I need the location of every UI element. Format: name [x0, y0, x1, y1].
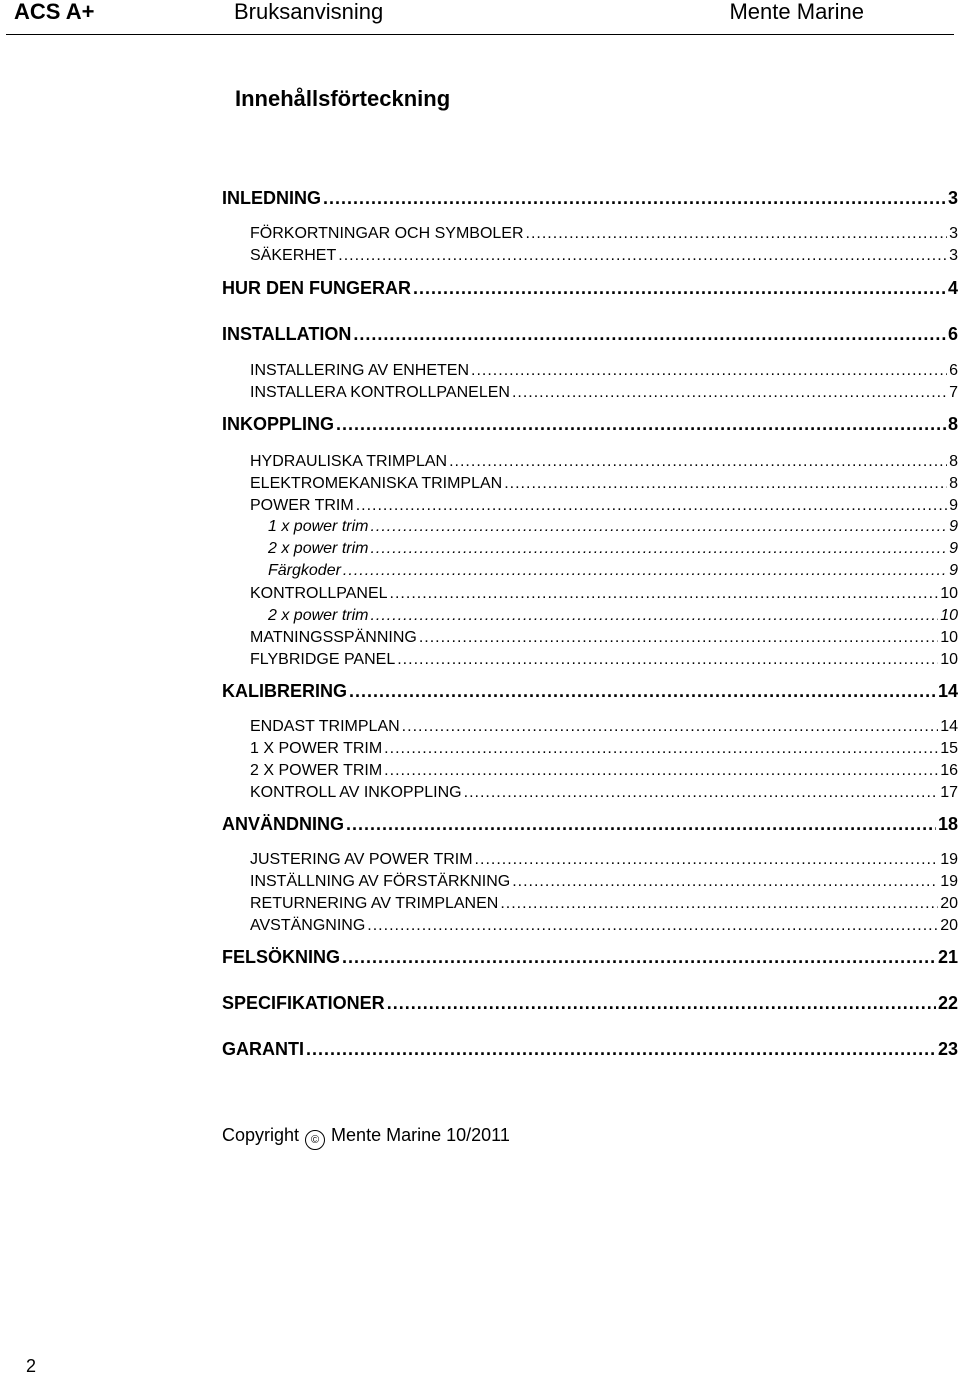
- toc-entry-title: KONTROLL AV INKOPPLING: [250, 784, 462, 801]
- toc-entry-title: FELSÖKNING: [222, 947, 341, 967]
- toc-entry[interactable]: [222, 946, 958, 968]
- toc-entry-page: 10: [940, 629, 958, 646]
- toc-entry[interactable]: [222, 1038, 958, 1060]
- toc-entry-title: RETURNERING AV TRIMPLANEN: [250, 895, 499, 912]
- toc-entry-title: 1 X POWER TRIM: [250, 740, 383, 757]
- toc-entry[interactable]: [250, 628, 958, 648]
- toc-entry-title: POWER TRIM: [250, 497, 354, 514]
- toc-entry-page: 3: [947, 188, 958, 208]
- toc-entry[interactable]: [250, 224, 958, 244]
- toc-entry[interactable]: [250, 894, 958, 914]
- page-header: [0, 0, 960, 36]
- dot-leader: [475, 850, 939, 870]
- dot-leader: [306, 1038, 936, 1060]
- toc-entry-title: AVSTÄNGNING: [250, 917, 366, 934]
- toc-entry-title: 2 X POWER TRIM: [250, 762, 383, 779]
- toc-entry-title: INLEDNING: [222, 188, 321, 208]
- dot-leader: [419, 628, 938, 648]
- toc-entry-page: 7: [949, 384, 958, 401]
- toc-title: Innehållsförteckning: [235, 86, 451, 111]
- dot-leader: [387, 992, 936, 1014]
- toc-entry-title: KALIBRERING: [222, 681, 347, 701]
- toc-entry-title: MATNINGSSPÄNNING: [250, 629, 417, 646]
- toc-entry-page: 20: [940, 895, 958, 912]
- toc-entry-title: 2 x power trim: [268, 607, 369, 624]
- company-name: Mente Marine: [729, 0, 864, 24]
- toc-entry-title: KONTROLLPANEL: [250, 585, 388, 602]
- toc-entry-page: 9: [949, 540, 958, 557]
- toc-entry[interactable]: [250, 916, 958, 936]
- toc-entry-page: 8: [949, 453, 958, 470]
- dot-leader: [367, 916, 938, 936]
- toc-entry-page: 4: [947, 278, 958, 298]
- dot-leader: [370, 606, 938, 626]
- toc-entry-title: SÄKERHET: [250, 247, 337, 264]
- toc-entry-title: ELEKTROMEKANISKA TRIMPLAN: [250, 475, 503, 492]
- dot-leader: [504, 474, 947, 494]
- toc-entry[interactable]: [250, 783, 958, 803]
- dot-leader: [397, 650, 938, 670]
- toc-entry-page: 15: [940, 740, 958, 757]
- dot-leader: [370, 517, 947, 537]
- toc-entry-page: 3: [949, 225, 958, 242]
- toc-entry-title: Färgkoder: [268, 562, 341, 579]
- dot-leader: [346, 813, 936, 835]
- toc-entry[interactable]: [250, 383, 958, 403]
- toc-entry[interactable]: [268, 517, 958, 537]
- toc-entry[interactable]: [250, 850, 958, 870]
- toc-entry-page: 8: [947, 414, 958, 434]
- toc-entry-title: HYDRAULISKA TRIMPLAN: [250, 453, 448, 470]
- dot-leader: [500, 894, 938, 914]
- dot-leader: [356, 496, 947, 516]
- toc-entry-title: 1 x power trim: [268, 518, 369, 535]
- toc-entry-title: SPECIFIKATIONER: [222, 993, 385, 1013]
- toc-entry[interactable]: [250, 584, 958, 604]
- toc-entry-title: INSTALLERING AV ENHETEN: [250, 362, 470, 379]
- toc-entry-page: 19: [940, 851, 958, 868]
- toc-entry-page: 14: [937, 681, 958, 701]
- toc-entry-title: ANVÄNDNING: [222, 814, 345, 834]
- toc-entry-page: 18: [937, 814, 958, 834]
- toc-entry-title: JUSTERING AV POWER TRIM: [250, 851, 473, 868]
- toc-entry-page: 9: [949, 518, 958, 535]
- toc-entry-page: 10: [940, 651, 958, 668]
- dot-leader: [336, 413, 946, 435]
- dot-leader: [342, 946, 936, 968]
- copyright-text: Mente Marine 10/2011: [331, 1125, 510, 1145]
- dot-leader: [449, 452, 947, 472]
- dot-leader: [384, 739, 938, 759]
- dot-leader: [349, 680, 936, 702]
- toc-entry[interactable]: [222, 277, 958, 299]
- toc-entry-page: 14: [940, 718, 958, 735]
- toc-entry[interactable]: [250, 650, 958, 670]
- toc-entry-title: ENDAST TRIMPLAN: [250, 718, 400, 735]
- document-type: Bruksanvisning: [234, 0, 384, 24]
- dot-leader: [526, 224, 948, 244]
- toc-entry[interactable]: [222, 813, 958, 835]
- copyright-icon: ©: [305, 1130, 325, 1150]
- dot-leader: [390, 584, 939, 604]
- toc-entry-title: GARANTI: [222, 1039, 304, 1059]
- toc-entry[interactable]: [222, 187, 958, 209]
- toc-entry[interactable]: [268, 606, 958, 626]
- dot-leader: [402, 717, 939, 737]
- toc-entry[interactable]: [250, 361, 958, 381]
- copyright-prefix: Copyright: [222, 1125, 300, 1145]
- toc-entry[interactable]: [268, 561, 958, 581]
- toc-entry[interactable]: [250, 246, 958, 266]
- toc-entry[interactable]: [250, 872, 958, 892]
- dot-leader: [512, 872, 938, 892]
- toc-entry-page: 3: [949, 247, 958, 264]
- toc-entry-title: INSTÄLLNING AV FÖRSTÄRKNING: [250, 873, 511, 890]
- header-divider: [6, 34, 954, 35]
- toc-entry-page: 23: [937, 1039, 958, 1059]
- dot-leader: [370, 539, 947, 559]
- toc-entry-page: 19: [940, 873, 958, 890]
- toc-entry[interactable]: [268, 539, 958, 559]
- dot-leader: [384, 761, 938, 781]
- toc-entry-page: 6: [947, 324, 958, 344]
- dot-leader: [471, 361, 947, 381]
- dot-leader: [343, 561, 947, 581]
- toc-entry[interactable]: [250, 761, 958, 781]
- toc-entry-title: FLYBRIDGE PANEL: [250, 651, 396, 668]
- toc-entry[interactable]: [250, 717, 958, 737]
- dot-leader: [353, 323, 946, 345]
- toc-entry-page: 20: [940, 917, 958, 934]
- toc-entry[interactable]: [222, 413, 958, 435]
- toc-entry-title: INSTALLERA KONTROLLPANELEN: [250, 384, 510, 401]
- dot-leader: [464, 783, 939, 803]
- toc-entry-page: 22: [937, 993, 958, 1013]
- dot-leader: [323, 187, 946, 209]
- toc-entry-title: INKOPPLING: [222, 414, 335, 434]
- toc-entry[interactable]: [250, 496, 958, 516]
- dot-leader: [338, 246, 947, 266]
- page-number: 2: [26, 1356, 37, 1376]
- toc-entry-page: 8: [949, 475, 958, 492]
- toc-entry-page: 10: [940, 585, 958, 602]
- toc-entry-page: 9: [949, 497, 958, 514]
- toc-entry[interactable]: [250, 452, 958, 472]
- toc-entry-page: 17: [940, 784, 958, 801]
- product-name: ACS A+: [14, 0, 95, 24]
- toc-entry-page: 10: [940, 607, 958, 624]
- toc-entry-page: 16: [940, 762, 958, 779]
- toc-entry-title: INSTALLATION: [222, 324, 352, 344]
- toc-entry-page: 9: [949, 562, 958, 579]
- copyright-notice: [222, 1124, 510, 1150]
- dot-leader: [413, 277, 946, 299]
- toc-entry[interactable]: [250, 474, 958, 494]
- toc-entry-title: FÖRKORTNINGAR OCH SYMBOLER: [250, 225, 524, 242]
- toc-entry[interactable]: [222, 323, 958, 345]
- toc-entry-title: HUR DEN FUNGERAR: [222, 278, 411, 298]
- toc-entry-page: 21: [937, 947, 958, 967]
- toc-entry[interactable]: [222, 992, 958, 1014]
- dot-leader: [512, 383, 947, 403]
- toc-entry-title: 2 x power trim: [268, 540, 369, 557]
- toc-entry-page: 6: [949, 362, 958, 379]
- toc-entry[interactable]: [222, 680, 958, 702]
- toc-entry[interactable]: [250, 739, 958, 759]
